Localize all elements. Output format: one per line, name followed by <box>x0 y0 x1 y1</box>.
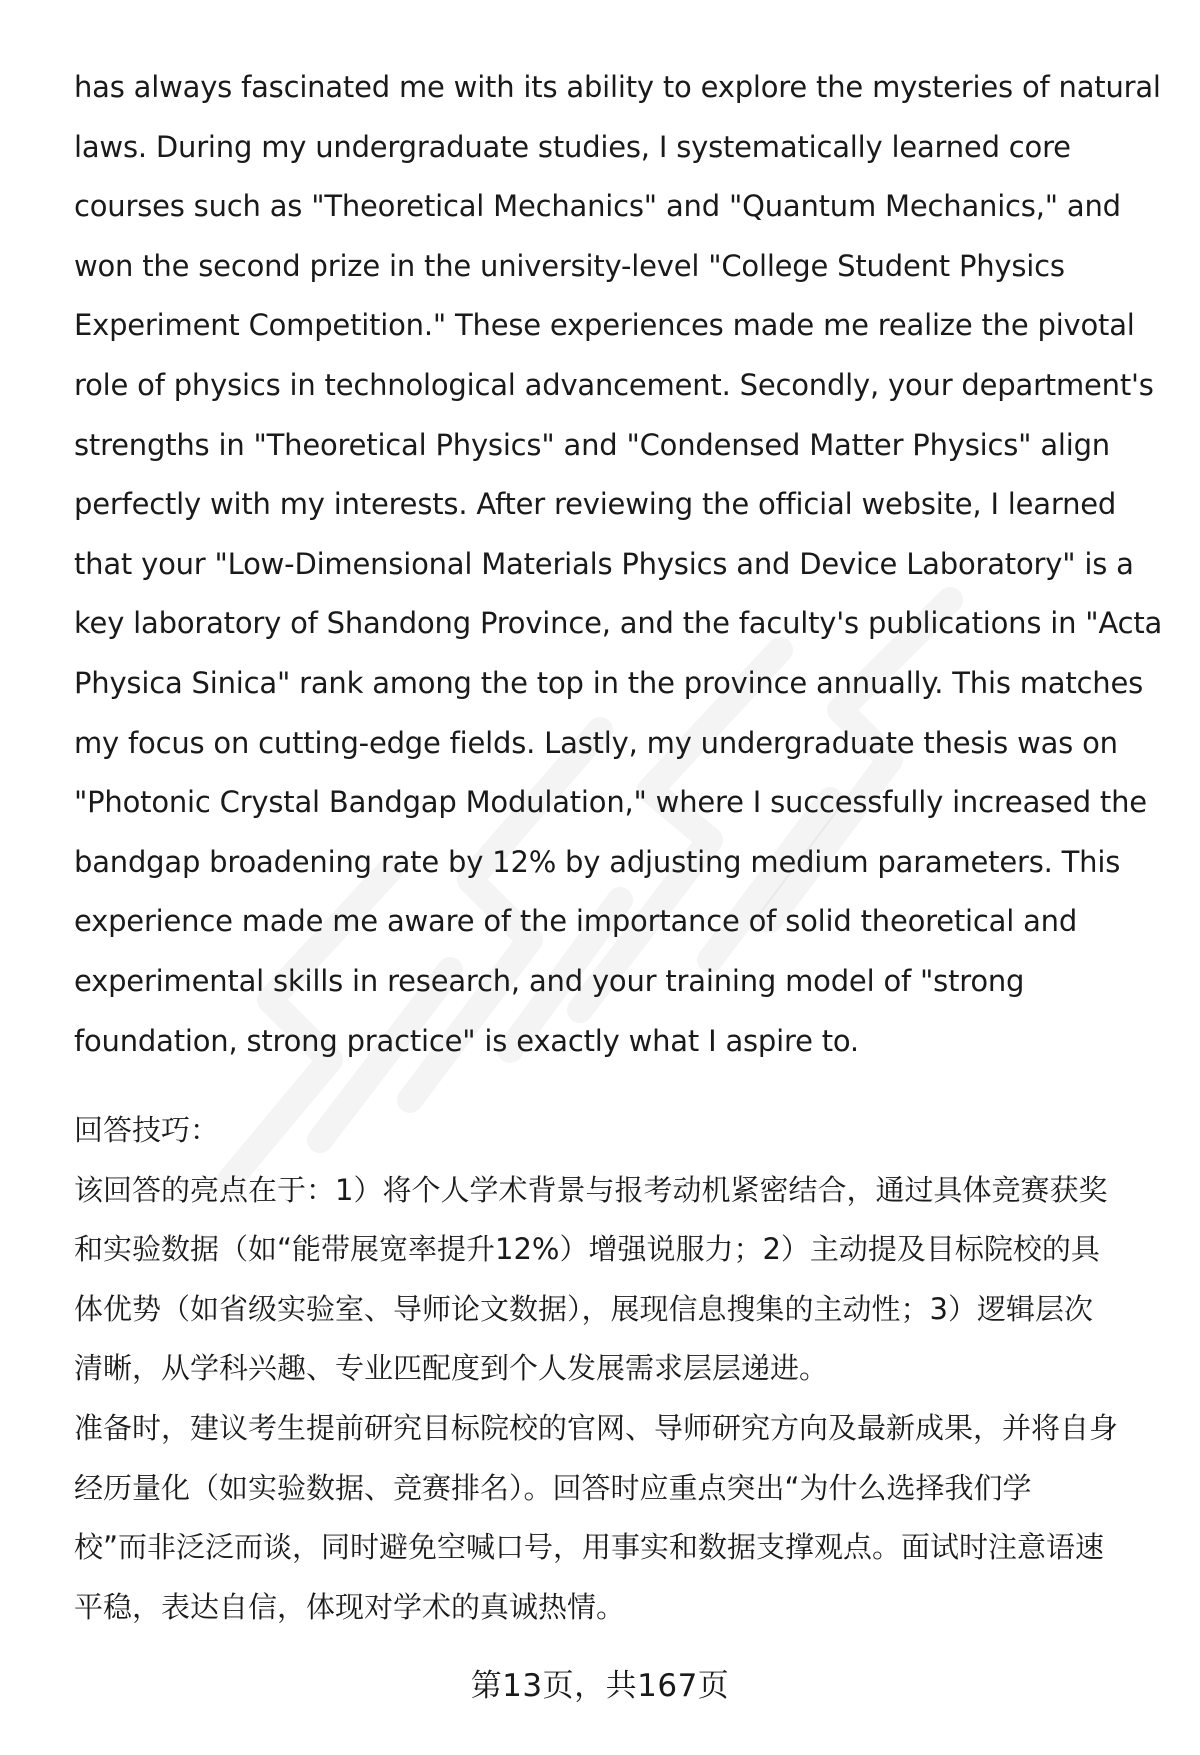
body-line: courses such as "Theoretical Mechanics" and "Quantum Mechanics," and <box>74 189 1121 224</box>
body-line: experience made me aware of the importance of solid theoretical and <box>74 904 1078 939</box>
body-line: my focus on cutting-edge fields. Lastly, my undergraduate thesis was on <box>74 725 1118 760</box>
tips-line: 清晰，从学科兴趣、专业匹配度到个人发展需求层层递进。 <box>74 1351 829 1386</box>
tips-line: 校”而非泛泛而谈，同时避免空喊口号，用事实和数据支撑观点。面试时注意语速 <box>74 1530 1105 1565</box>
tips-line: 经历量化（如实验数据、竞赛排名）。回答时应重点突出“为什么选择我们学 <box>74 1470 1032 1505</box>
tips-line: 和实验数据（如“能带展宽率提升12%）增强说服力；2）主动提及目标院校的具 <box>74 1232 1100 1267</box>
body-line: that your "Low-Dimensional Materials Physics and Device Laboratory" is a <box>74 546 1134 581</box>
body-line: experimental skills in research, and your training model of "strong <box>74 963 1025 998</box>
body-line: strengths in "Theoretical Physics" and "Condensed Matter Physics" align <box>74 427 1110 462</box>
tips-line: 该回答的亮点在于：1）将个人学术背景与报考动机紧密结合，通过具体竞赛获奖 <box>74 1172 1108 1207</box>
body-line: Physica Sinica" rank among the top in the province annually. This matches <box>74 665 1144 700</box>
answer-tips-section <box>74 1101 1164 1637</box>
tips-line: 准备时，建议考生提前研究目标院校的官网、导师研究方向及最新成果，并将自身 <box>74 1410 1119 1445</box>
body-line: perfectly with my interests. After reviewing the official website, I learned <box>74 487 1117 522</box>
answer-body-text <box>74 58 1164 1071</box>
page-number-footer: 第13页，共167页 <box>470 1668 730 1704</box>
body-line: role of physics in technological advancement. Secondly, your department's <box>74 367 1154 402</box>
body-line: bandgap broadening rate by 12% by adjusting medium parameters. This <box>74 844 1121 879</box>
tips-line: 体优势（如省级实验室、导师论文数据），展现信息搜集的主动性；3）逻辑层次 <box>74 1291 1093 1326</box>
body-line: laws. During my undergraduate studies, I systematically learned core <box>74 129 1071 164</box>
body-line: has always fascinated me with its ability to explore the mysteries of natural <box>74 70 1161 104</box>
body-line: "Photonic Crystal Bandgap Modulation," where I successfully increased the <box>74 785 1147 820</box>
tips-line: 平稳，表达自信，体现对学术的真诚热情。 <box>74 1589 626 1624</box>
body-line: Experiment Competition." These experiences made me realize the pivotal <box>74 308 1135 343</box>
tips-heading: 回答技巧： <box>74 1113 220 1147</box>
body-line: key laboratory of Shandong Province, and the faculty's publications in "Acta <box>74 606 1163 641</box>
body-line: foundation, strong practice" is exactly what I aspire to. <box>74 1023 859 1058</box>
body-line: won the second prize in the university-level "College Student Physics <box>74 248 1065 283</box>
